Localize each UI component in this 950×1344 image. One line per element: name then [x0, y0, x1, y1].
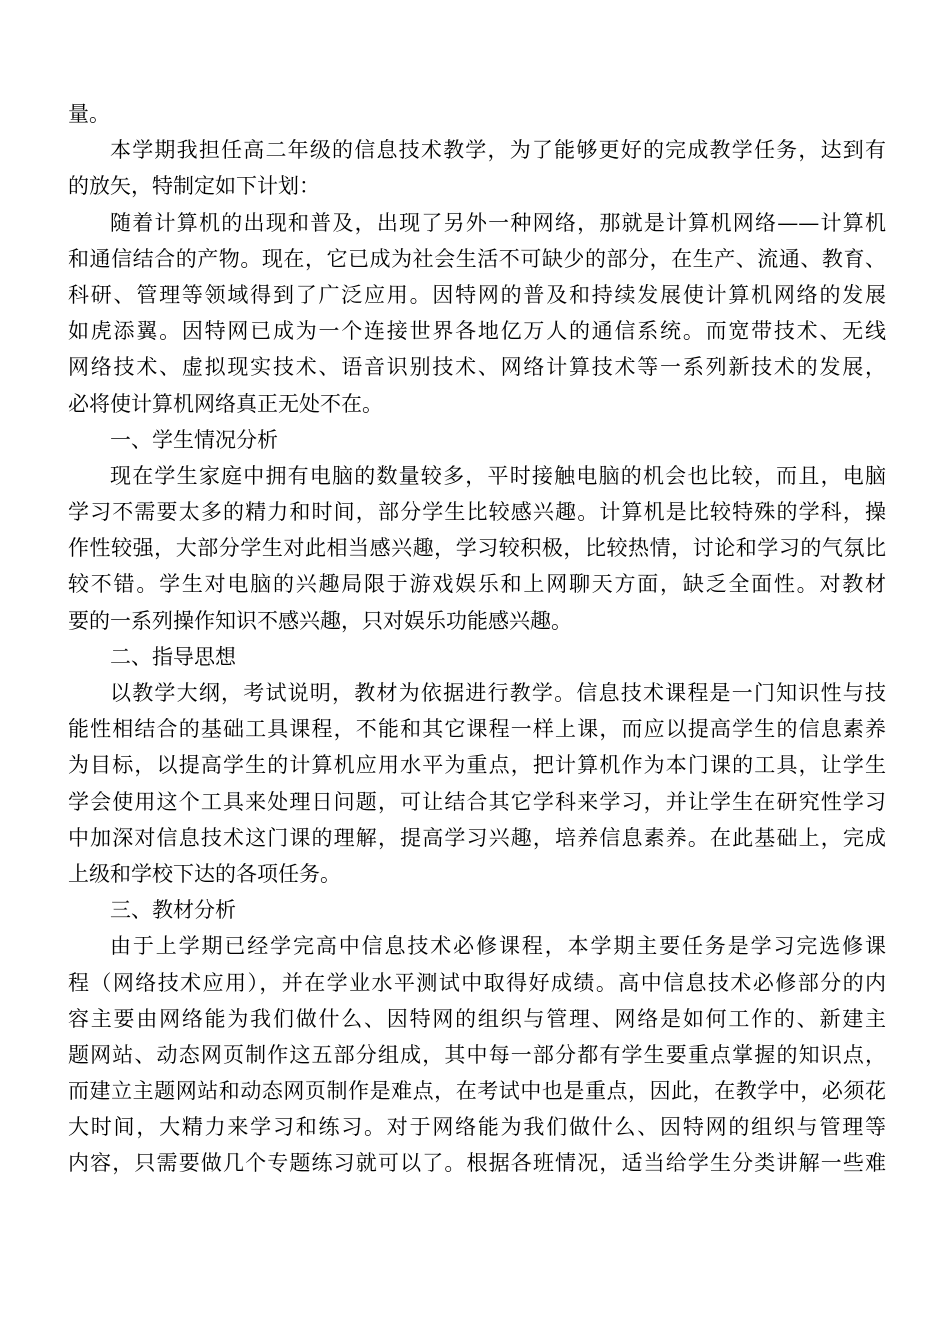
- text-line: 随着计算机的出现和普及，出现了另外一种网络，那就是计算机网络——计算机: [110, 210, 886, 235]
- text-line: 三、教材分析: [110, 898, 236, 923]
- text-line: 科研、管理等领域得到了广泛应用。因特网的普及和持续发展使计算机网络的发展: [68, 282, 886, 307]
- text-line: 为目标，以提高学生的计算机应用水平为重点，把计算机作为本门课的工具，让学生: [68, 753, 886, 778]
- text-line: 以教学大纲，考试说明，教材为依据进行教学。信息技术课程是一门知识性与技: [110, 681, 886, 705]
- text-line: 题网站、动态网页制作这五部分组成，其中每一部分都有学生要重点掌握的知识点，: [68, 1042, 886, 1067]
- text-line: 二、指导思想: [110, 644, 236, 669]
- text-line: 大时间，大精力来学习和练习。对于网络能为我们做什么、因特网的组织与管理等: [68, 1115, 886, 1140]
- text-line: 如虎添翼。因特网已成为一个连接世界各地亿万人的通信系统。而宽带技术、无线: [68, 319, 886, 344]
- text-line: 学会使用这个工具来处理日问题，可让结合其它学科来学习，并让学生在研究性学习: [68, 789, 886, 814]
- text-line: 量。: [68, 102, 110, 126]
- text-line: 上级和学校下达的各项任务。: [68, 861, 341, 886]
- text-line: 现在学生家庭中拥有电脑的数量较多，平时接触电脑的机会也比较，而且，电脑: [110, 463, 886, 488]
- text-line: 能性相结合的基础工具课程，不能和其它课程一样上课，而应以提高学生的信息素养: [68, 717, 886, 742]
- text-line: 的放矢，特制定如下计划：: [68, 174, 320, 199]
- body-text: [68, 96, 886, 1182]
- text-line: 一、学生情况分析: [110, 427, 278, 452]
- text-line: 本学期我担任高二年级的信息技术教学，为了能够更好的完成教学任务，达到有: [110, 138, 886, 163]
- text-line: 而建立主题网站和动态网页制作是难点，在考试中也是重点，因此，在教学中，必须花: [68, 1079, 886, 1104]
- text-line: 要的一系列操作知识不感兴趣，只对娱乐功能感兴趣。: [68, 608, 572, 633]
- text-line: 网络技术、虚拟现实技术、语音识别技术、网络计算技术等一系列新技术的发展，: [68, 355, 886, 380]
- text-line: 容主要由网络能为我们做什么、因特网的组织与管理、网络是如何工作的、新建主: [68, 1006, 886, 1031]
- text-line: 作性较强，大部分学生对此相当感兴趣，学习较积极，比较热情，讨论和学习的气氛比: [68, 536, 886, 561]
- text-line: 中加深对信息技术这门课的理解，提高学习兴趣，培养信息素养。在此基础上，完成: [68, 825, 886, 850]
- text-line: 程（网络技术应用），并在学业水平测试中取得好成绩。高中信息技术必修部分的内: [68, 970, 886, 995]
- text-line: 由于上学期已经学完高中信息技术必修课程，本学期主要任务是学习完选修课: [110, 934, 886, 959]
- text-line: 学习不需要太多的精力和时间，部分学生比较感兴趣。计算机是比较特殊的学科，操: [68, 500, 886, 525]
- text-line: 内容，只需要做几个专题练习就可以了。根据各班情况，适当给学生分类讲解一些难: [68, 1151, 886, 1176]
- text-line: 必将使计算机网络真正无处不在。: [68, 391, 383, 416]
- text-line: 和通信结合的产物。现在，它已成为社会生活不可缺少的部分，在生产、流通、教育、: [68, 246, 886, 271]
- text-line: 较不错。学生对电脑的兴趣局限于游戏娱乐和上网聊天方面，缺乏全面性。对教材: [68, 572, 886, 597]
